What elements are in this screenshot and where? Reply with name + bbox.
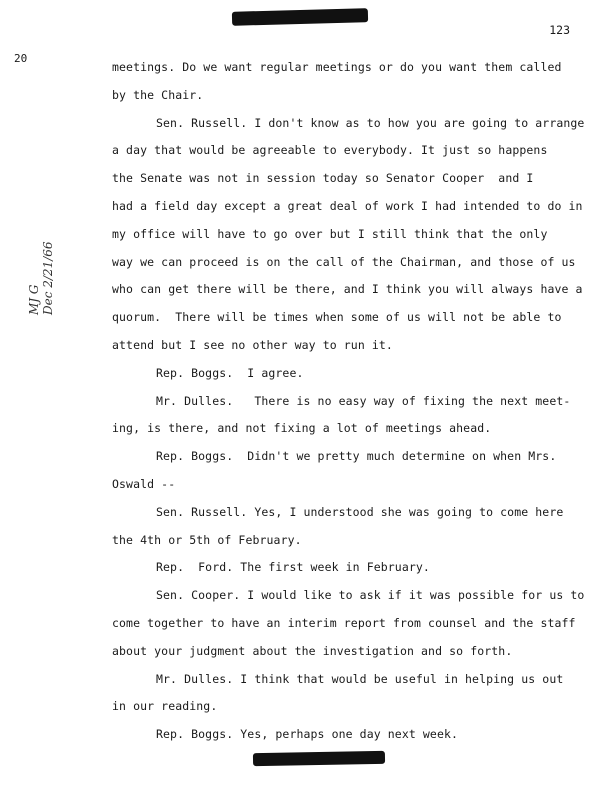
transcript-line: Rep. Boggs. Yes, perhaps one day next week.	[156, 727, 459, 742]
transcript-line: Sen. Russell. I don't know as to how you are going to arrange	[156, 115, 585, 130]
transcript-line: way we can proceed is on the call of the Chairman, and those of us	[112, 254, 576, 269]
transcript-line: the Senate was not in session today so Senator Cooper and I	[112, 171, 534, 186]
transcript-line: had a field day except a great deal of work I had intended to do in	[112, 198, 583, 213]
transcript-line: my office will have to go over but I still think that the only	[112, 226, 548, 241]
transcript-line: Rep. Ford. The first week in February.	[156, 560, 430, 575]
transcript-line: Rep. Boggs. Didn't we pretty much determine on when Mrs.	[156, 449, 557, 464]
handwritten-note-line-1: MJ G	[27, 284, 41, 315]
transcript-line: meetings. Do we want regular meetings or do you want them called	[112, 60, 562, 74]
transcript-line: by the Chair.	[112, 87, 204, 102]
transcript-line: attend but I see no other way to run it.	[112, 337, 393, 352]
transcript-line: Mr. Dulles. There is no easy way of fixing the next meet-	[156, 393, 571, 408]
transcript-line: Rep. Boggs. I agree.	[156, 365, 304, 380]
transcript-line: Oswald --	[112, 476, 176, 491]
transcript-line: who can get there will be there, and I think you will always have a	[112, 282, 583, 297]
transcript-line: the 4th or 5th of February.	[112, 532, 302, 547]
transcript-line: Sen. Cooper. I would like to ask if it was possible for us to	[156, 588, 585, 603]
transcript-line: come together to have an interim report from counsel and the staff	[112, 615, 576, 630]
transcript-line: a day that would be agreeable to everybody. It just so happens	[112, 143, 548, 158]
page-number: 123	[549, 23, 570, 37]
transcript-line: Mr. Dulles. I think that would be useful in helping us out	[156, 671, 564, 686]
transcript-line: about your judgment about the investigation and so forth.	[112, 643, 513, 658]
handwritten-note-line-2: Dec 2/21/66	[41, 241, 55, 315]
redaction-bar-bottom	[253, 751, 385, 766]
margin-line-number: 20	[14, 52, 28, 65]
transcript-line: in our reading.	[112, 699, 218, 714]
redaction-bar-top	[232, 8, 368, 26]
transcript-line: Sen. Russell. Yes, I understood she was going to come here	[156, 504, 564, 519]
transcript-line: quorum. There will be times when some of us will not be able to	[112, 310, 562, 325]
transcript-line: ing, is there, and not fixing a lot of meetings ahead.	[112, 421, 492, 436]
transcript-body	[112, 54, 598, 749]
